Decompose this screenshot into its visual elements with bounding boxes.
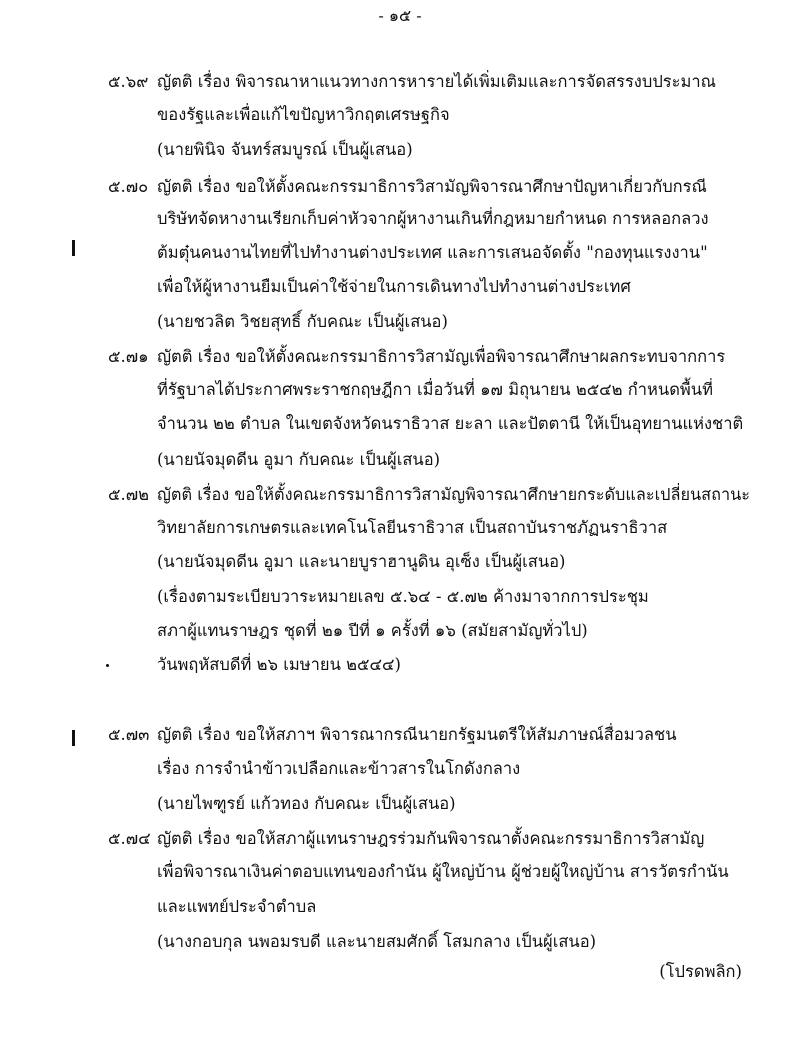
item-line: (นายนัจมุดดีน อูมา และนายบูราฮานูดิน อุเซ็ง เป็นผู้เสนอ)	[157, 552, 566, 571]
item-line: ญัตติ เรื่อง พิจารณาหาแนวทางการหารายได้เพิ่มเติมและการจัดสรรงบประมาณ	[157, 72, 716, 91]
item-line: ญัตติ เรื่อง ขอให้ตั้งคณะกรรมาธิการวิสามัญพิจารณาศึกษาปัญหาเกี่ยวกับกรณี	[157, 177, 707, 196]
item-line: (นายนัจมุดดีน อูมา กับคณะ เป็นผู้เสนอ)	[157, 450, 441, 469]
item-line: เรื่อง การจำนำข้าวเปลือกและข้าวสารในโกดังกลาง	[157, 759, 521, 778]
item-line: และแพทย์ประจำตำบล	[157, 897, 317, 916]
item-line: ญัตติ เรื่อง ขอให้สภาผู้แทนราษฎรร่วมกันพิจารณาตั้งคณะกรรมาธิการวิสามัญ	[157, 829, 705, 848]
item-line: (นายพินิจ จันทร์สมบูรณ์ เป็นผู้เสนอ)	[157, 140, 413, 159]
item-line: ญัตติ เรื่อง ขอให้สภาฯ พิจารณากรณีนายกรัฐมนตรีให้สัมภาษณ์สื่อมวลชน	[157, 725, 677, 744]
item-number: ๕.๗๓	[108, 725, 150, 744]
margin-mark	[72, 730, 75, 746]
item-number: ๕.๖๙	[108, 72, 149, 91]
item-line: ญัตติ เรื่อง ขอให้ตั้งคณะกรรมาธิการวิสามัญพิจารณาศึกษายกระดับและเปลี่ยนสถานะ	[157, 485, 751, 504]
margin-mark	[72, 240, 75, 256]
item-line: วิทยาลัยการเกษตรและเทคโนโลยีนราธิวาส เป็นสถาบันราชภัฏนราธิวาส	[157, 518, 668, 537]
item-line: (นายไพฑูรย์ แก้วทอง กับคณะ เป็นผู้เสนอ)	[157, 794, 456, 813]
item-line: (เรื่องตามระเบียบวาระหมายเลข ๕.๖๔ - ๕.๗๒ ค้างมาจากการประชุม	[157, 587, 649, 606]
item-line: ญัตติ เรื่อง ขอให้ตั้งคณะกรรมาธิการวิสามัญเพื่อพิจารณาศึกษาผลกระทบจากการ	[157, 347, 726, 366]
item-line: เพื่อพิจารณาเงินค่าตอบแทนของกำนัน ผู้ใหญ่บ้าน ผู้ช่วยผู้ใหญ่บ้าน สารวัตรกำนัน	[157, 862, 729, 881]
item-line: ต้มตุ๋นคนงานไทยที่ไปทำงานต่างประเทศ และการเสนอจัดตั้ง "กองทุนแรงงาน"	[157, 243, 708, 262]
page-number: - ๑๕ -	[378, 6, 422, 25]
item-line: ที่รัฐบาลได้ประกาศพระราชกฤษฎีกา เมื่อวันที่ ๑๗ มิถุนายน ๒๕๔๒ กำหนดพื้นที่	[157, 380, 713, 399]
item-number: ๕.๗๐	[108, 177, 149, 196]
item-line: บริษัทจัดหางานเรียกเก็บค่าหัวจากผู้หางานเกินที่กฎหมายกำหนด การหลอกลวง	[157, 209, 709, 228]
item-line: จำนวน ๒๒ ตำบล ในเขตจังหวัดนราธิวาส ยะลา และปัตตานี ให้เป็นอุทยานแห่งชาติ	[157, 414, 744, 433]
item-line: (นางกอบกุล นพอมรบดี และนายสมศักดิ์ โสมกลาง เป็นผู้เสนอ)	[157, 932, 597, 951]
item-number: ๕.๗๒	[108, 485, 150, 504]
item-number: ๕.๗๑	[108, 347, 149, 366]
margin-dot	[106, 664, 109, 667]
item-line: เพื่อให้ผู้หางานยืมเป็นค่าใช้จ่ายในการเดินทางไปทำงานต่างประเทศ	[157, 277, 631, 296]
item-line: ของรัฐและเพื่อแก้ไขปัญหาวิกฤตเศรษฐกิจ	[157, 105, 450, 124]
item-line: สภาผู้แทนราษฎร ชุดที่ ๒๑ ปีที่ ๑ ครั้งที่ ๑๖ (สมัยสามัญทั่วไป)	[157, 621, 588, 640]
item-number: ๕.๗๔	[108, 829, 151, 848]
please-turn-over-note: (โปรดพลิก)	[659, 962, 742, 981]
item-line: วันพฤหัสบดีที่ ๒๖ เมษายน ๒๕๔๔)	[157, 655, 401, 674]
item-line: (นายชวลิต วิชยสุทธิ์ กับคณะ เป็นผู้เสนอ)	[157, 312, 448, 331]
